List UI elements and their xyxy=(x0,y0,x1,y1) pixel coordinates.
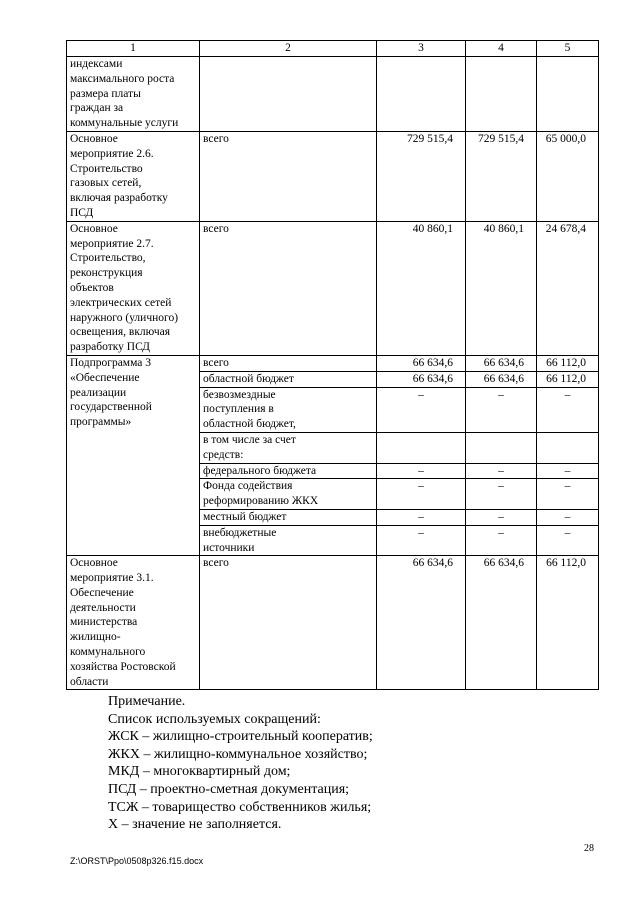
column-header: 3 xyxy=(377,41,466,57)
column-header: 2 xyxy=(200,41,377,57)
table-row xyxy=(67,57,599,132)
value-cell: 40 860,1 xyxy=(377,221,466,355)
value-cell xyxy=(377,432,466,463)
source-cell: всего xyxy=(200,556,377,690)
value-cell xyxy=(377,57,466,132)
value-cell: 66 112,0 xyxy=(537,556,599,690)
abbreviation-item: ЖСК – жилищно-строительный кооператив; xyxy=(108,729,373,745)
abbreviation-item: ПСД – проектно-сметная документация; xyxy=(108,781,350,797)
value-cell: 66 634,6 xyxy=(466,556,537,690)
value-cell: – xyxy=(537,463,599,479)
value-cell: 24 678,4 xyxy=(537,221,599,355)
column-header: 4 xyxy=(466,41,537,57)
value-cell: – xyxy=(466,479,537,510)
source-cell: в том числе за счет средств: xyxy=(200,432,377,463)
notes-title: Примечание. xyxy=(108,694,186,709)
abbreviation-item: ЖКХ – жилищно-коммунальное хозяйство; xyxy=(108,746,368,762)
table-row xyxy=(67,221,599,355)
abbreviation-item: Х – значение не заполняется. xyxy=(108,817,282,833)
value-cell: – xyxy=(537,525,599,556)
value-cell: – xyxy=(537,387,599,432)
value-cell: 40 860,1 xyxy=(466,221,537,355)
value-cell xyxy=(466,432,537,463)
table-row xyxy=(67,355,599,371)
source-cell: всего xyxy=(200,355,377,371)
source-cell: федерального бюджета xyxy=(200,463,377,479)
value-cell: 65 000,0 xyxy=(537,131,599,221)
source-cell: внебюджетные источники xyxy=(200,525,377,556)
value-cell: 66 634,6 xyxy=(466,371,537,387)
value-cell: 729 515,4 xyxy=(377,131,466,221)
source-cell: Фонда содействия реформированию ЖКХ xyxy=(200,479,377,510)
source-cell: всего xyxy=(200,131,377,221)
value-cell: – xyxy=(377,525,466,556)
value-cell xyxy=(466,57,537,132)
value-cell: 729 515,4 xyxy=(466,131,537,221)
value-cell: – xyxy=(377,463,466,479)
source-cell: всего xyxy=(200,221,377,355)
value-cell: 66 634,6 xyxy=(377,371,466,387)
column-header: 5 xyxy=(537,41,599,57)
program-name-cell: Основное мероприятие 2.7. Строительство, реконструкция объектов электрических сетей наружного (уличного) освещения, включая разработку ПСД xyxy=(67,221,200,355)
program-name-cell: Подпрограмма 3 «Обеспечение реализации государственной программы» xyxy=(67,355,200,555)
value-cell: – xyxy=(377,479,466,510)
value-cell: – xyxy=(377,509,466,525)
financing-table xyxy=(66,40,599,690)
notes-subtitle: Список используемых сокращений: xyxy=(108,711,321,727)
value-cell xyxy=(537,57,599,132)
value-cell: 66 112,0 xyxy=(537,371,599,387)
value-cell: 66 634,6 xyxy=(377,556,466,690)
value-cell: – xyxy=(537,479,599,510)
value-cell: 66 634,6 xyxy=(466,355,537,371)
page-number: 28 xyxy=(584,843,594,854)
file-path: Z:\ORST\Ppo\0508p326.f15.docx xyxy=(70,856,204,866)
abbreviation-item: ТСЖ – товарищество собственников жилья; xyxy=(108,799,372,815)
value-cell: – xyxy=(537,509,599,525)
source-cell xyxy=(200,57,377,132)
table-row xyxy=(67,131,599,221)
value-cell: – xyxy=(377,387,466,432)
table-row xyxy=(67,556,599,690)
notes-section xyxy=(108,693,373,834)
value-cell: 66 634,6 xyxy=(377,355,466,371)
source-cell: областной бюджет xyxy=(200,371,377,387)
column-header: 1 xyxy=(67,41,200,57)
program-name-cell: Основное мероприятие 3.1. Обеспечение деятельности министерства жилищно- коммунального хозяйства Ростовской области xyxy=(67,556,200,690)
value-cell: – xyxy=(466,463,537,479)
source-cell: местный бюджет xyxy=(200,509,377,525)
program-name-cell: Основное мероприятие 2.6. Строительство газовых сетей, включая разработку ПСД xyxy=(67,131,200,221)
program-name-cell: индексами максимального роста размера платы граждан за коммунальные услуги xyxy=(67,57,200,132)
value-cell: – xyxy=(466,509,537,525)
column-number-row xyxy=(67,41,599,57)
value-cell: 66 112,0 xyxy=(537,355,599,371)
value-cell: – xyxy=(466,525,537,556)
value-cell: – xyxy=(466,387,537,432)
abbreviation-item: МКД – многоквартирный дом; xyxy=(108,764,291,780)
value-cell xyxy=(537,432,599,463)
source-cell: безвозмездные поступления в областной бюджет, xyxy=(200,387,377,432)
